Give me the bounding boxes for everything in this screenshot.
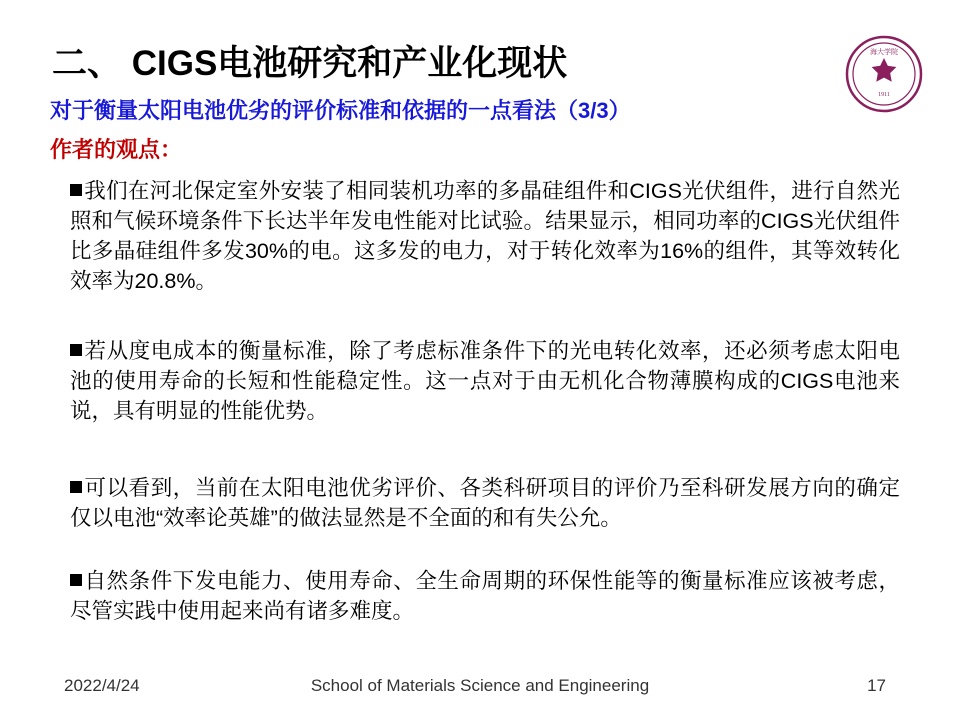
footer-date: 2022/4/24 [64,676,140,695]
footer-organization: School of Materials Science and Engineering [310,676,650,695]
bullet-text-1: 我们在河北保定室外安装了相同装机功率的多晶硅组件和CIGS光伏组件，进行自然光照和气候环境条件下长达半年发电性能对比试验。结果显示，相同功率的CIGS光伏组件比多晶硅组件多发30%的电。这多发的电力，对于转化效率为16%的组件，其等效转化效率为20.8%。 [70,179,900,293]
page-title: 二、 CIGS电池研究和产业化现状 [52,44,568,83]
square-bullet-icon [70,574,82,586]
section-label: 作者的观点： [50,137,183,162]
bullet-paragraph-1 [70,176,900,296]
bullet-text-3: 可以看到，当前在太阳电池优劣评价、各类科研项目的评价乃至科研发展方向的确定仅以电池“效率论英雄”的做法显然是不全面的和有失公允。 [70,476,900,530]
bullet-paragraph-4 [70,566,900,626]
svg-text:海大学院: 海大学院 [870,48,898,56]
bullet-paragraph-2 [70,336,900,426]
bullet-paragraph-3 [70,473,900,533]
square-bullet-icon [70,344,82,356]
slide-subtitle: 对于衡量太阳电池优劣的评价标准和依据的一点看法（3/3） [50,98,631,123]
svg-text:1911: 1911 [878,92,890,98]
bullet-text-4: 自然条件下发电能力、使用寿命、全生命周期的环保性能等的衡量标准应该被考虑，尽管实践中使用起来尚有诸多难度。 [70,569,900,623]
square-bullet-icon [70,481,82,493]
footer-page-number: 17 [867,676,886,695]
university-seal-logo [844,34,924,114]
square-bullet-icon [70,184,82,196]
bullet-text-2: 若从度电成本的衡量标准，除了考虑标准条件下的光电转化效率，还必须考虑太阳电池的使用寿命的长短和性能稳定性。这一点对于由无机化合物薄膜构成的CIGS电池来说，具有明显的性能优势。 [70,339,900,423]
